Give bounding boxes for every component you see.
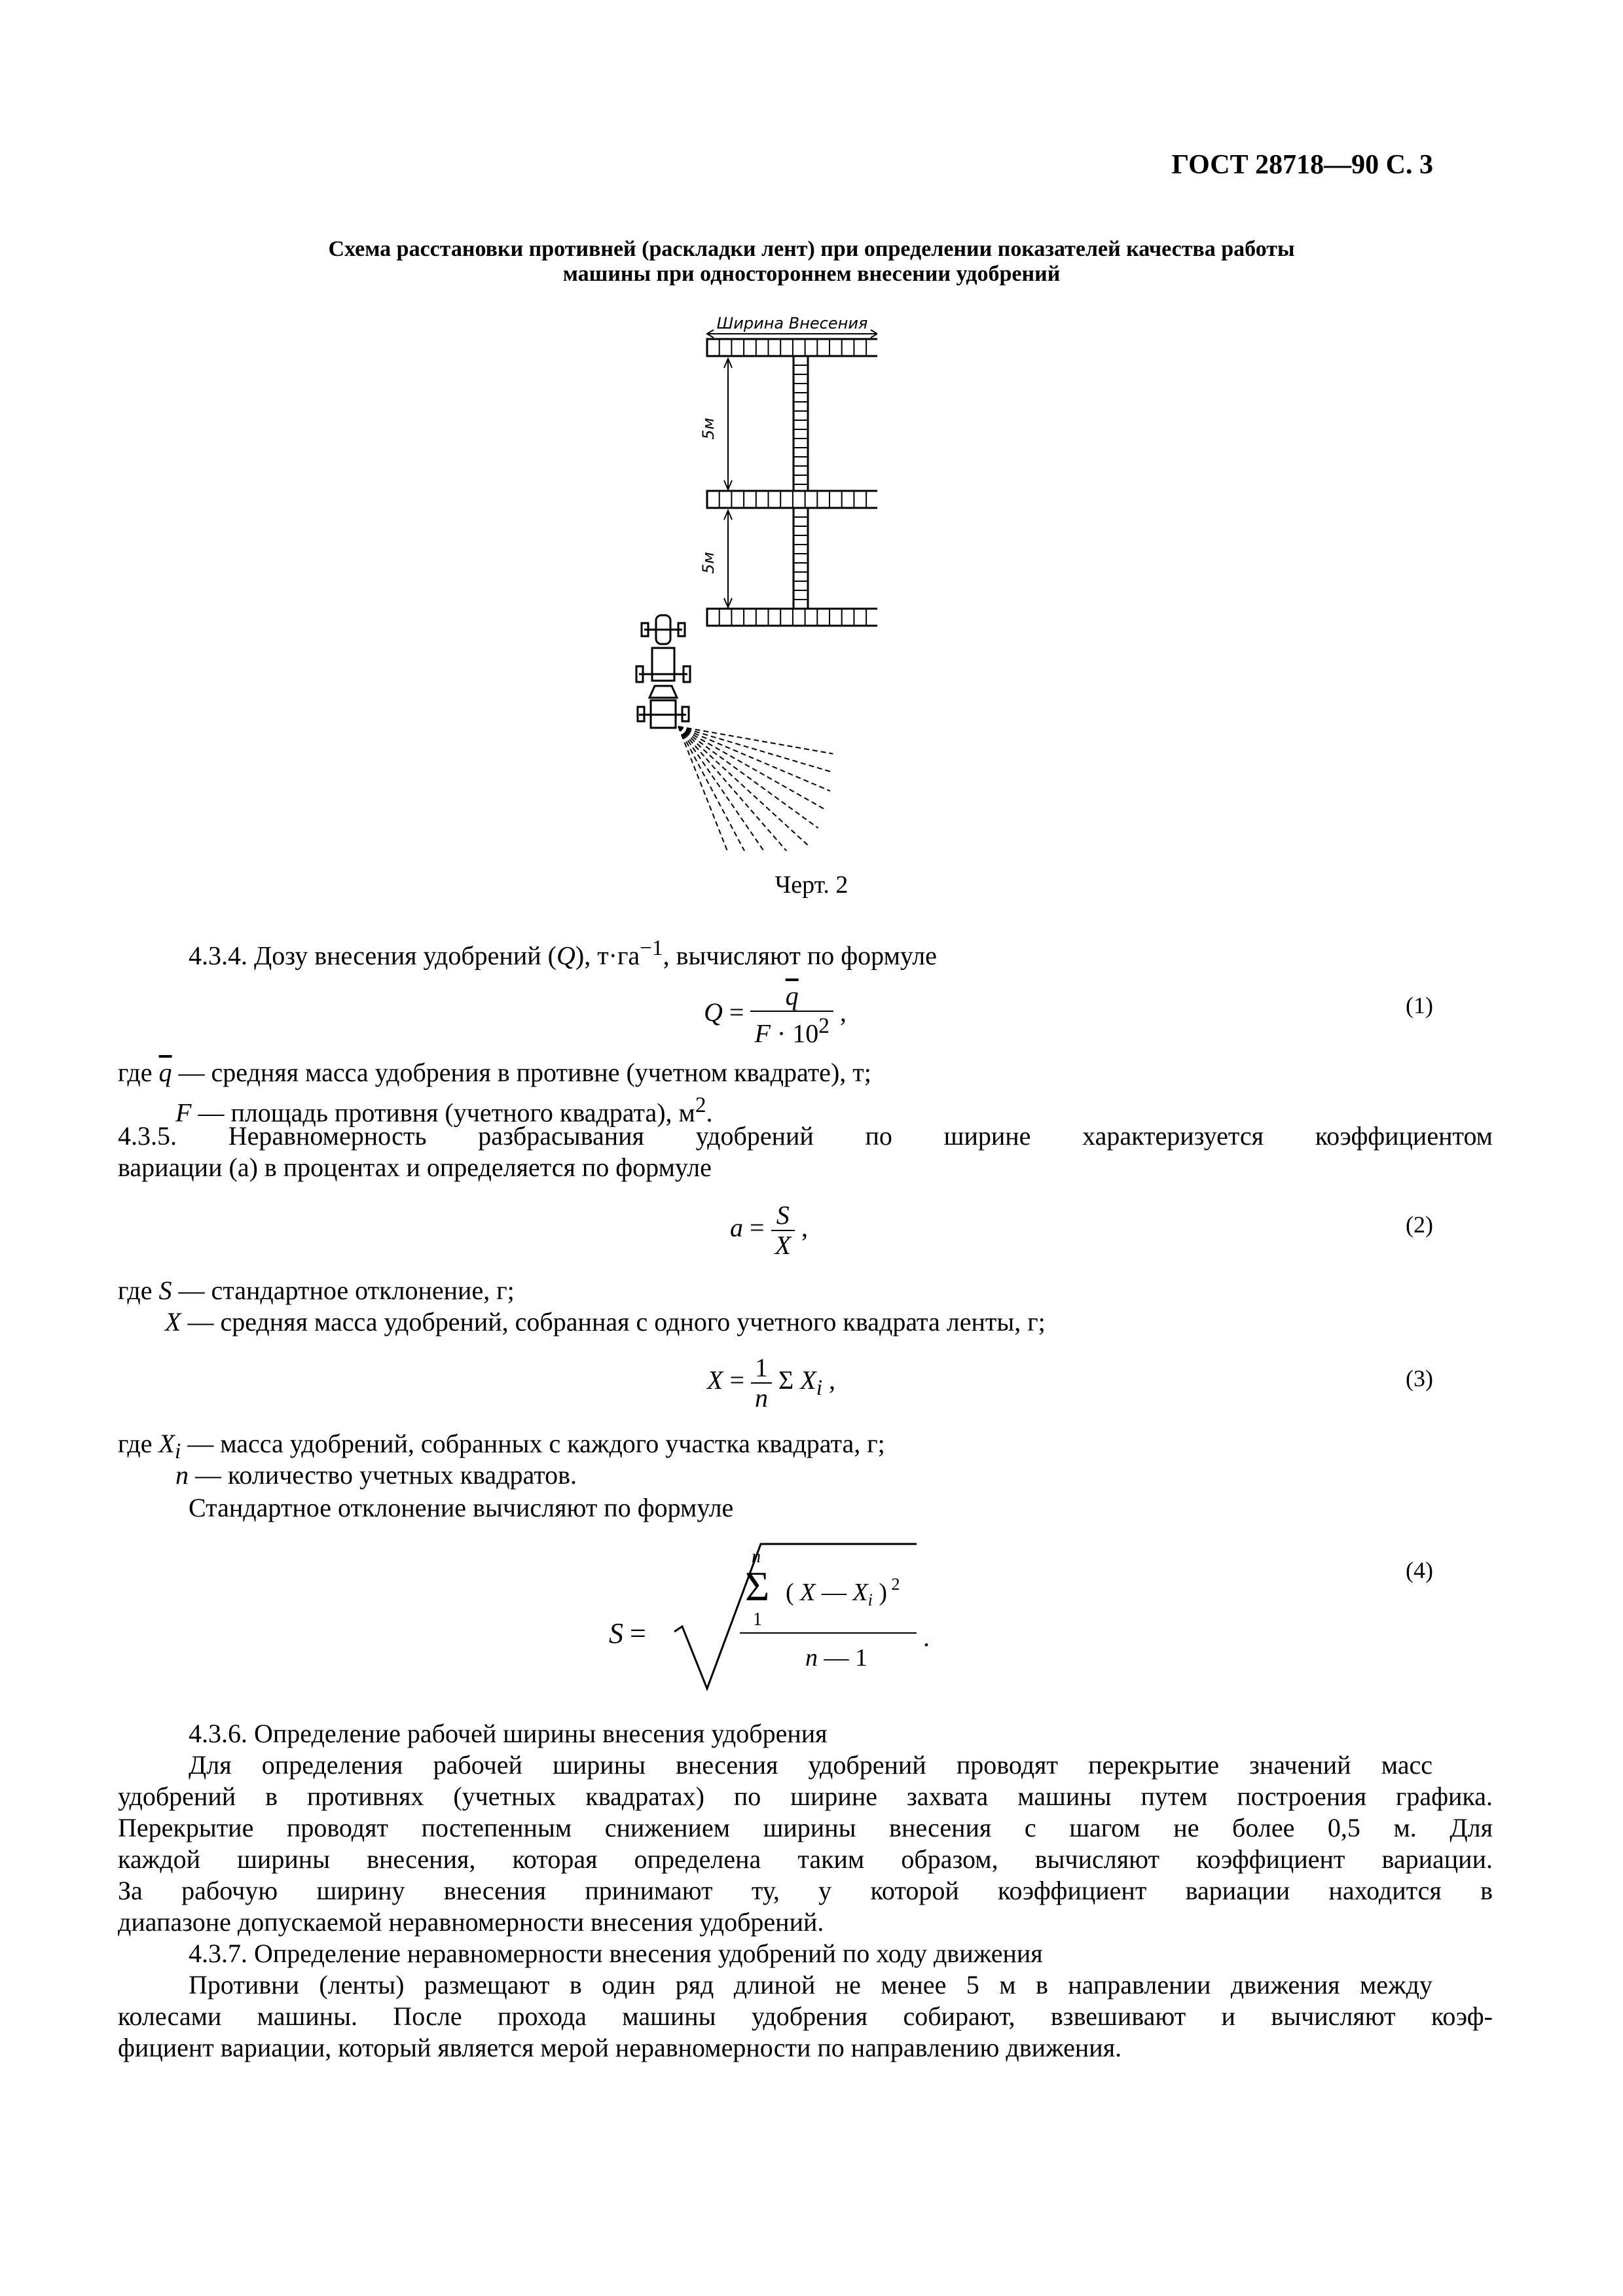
- svg-text:1: 1: [753, 1609, 762, 1630]
- distance-label-2: 5м: [699, 552, 718, 574]
- formula-1-number: (1): [1406, 992, 1433, 1018]
- std-deviation-intro: Стандартное отклонение вычисляют по формуле: [189, 1493, 734, 1522]
- tray-column-vertical: [793, 356, 808, 609]
- distance-label-1: 5м: [699, 418, 718, 440]
- paragraph-4-3-6-line-2: удобрений в противнях (учетных квадратах) по ширине захвата машины путем построения графика.: [118, 1782, 1493, 1811]
- paragraph-4-3-4: 4.3.4. Дозу внесения удобрений (Q), $т\cdot га^{-1}$, вычисляют по формуле: [189, 936, 937, 971]
- figure-title-line-1: Схема расстановки противней (раскладки лент) при определении показателей качества работы: [328, 237, 1295, 261]
- definition-Xi: где $X_i$ — масса удобрений, собранных с каждого участка квадрата, г;: [118, 1429, 885, 1463]
- tray-layout-diagram: [615, 308, 877, 851]
- paragraph-4-3-6-line-1: Для определения рабочей ширины внесения удобрений проводят перекрытие значений масс: [189, 1750, 1432, 1780]
- formula-1: Q = $\frac{\overline{q}}{F \cdot 10^2}$ ,: [704, 981, 847, 1049]
- definition-n: n — количество учетных квадратов.: [175, 1460, 577, 1490]
- definition-X: X — средняя масса удобрений, собранная с одного учетного квадрата ленты, г;: [165, 1307, 1046, 1336]
- svg-text:( X — Xi ) 2: ( X — $X_i$ ) $^2$: [786, 1575, 900, 1609]
- formula-4-number: (4): [1406, 1557, 1433, 1583]
- svg-text:Σ: Σ: [745, 1563, 770, 1609]
- figure-title-line-2: машины при одностороннем внесении удобрений: [562, 262, 1061, 286]
- paragraph-4-3-6-line-5: За рабочую ширину внесения принимают ту, у которой коэффициент вариации находится в: [118, 1876, 1493, 1905]
- section-4-3-6-heading: 4.3.6. Определение рабочей ширины внесения удобрения: [189, 1719, 828, 1748]
- svg-text:.: .: [923, 1623, 930, 1652]
- formula-4: [609, 1535, 949, 1692]
- distance-arrow-1: [724, 359, 732, 490]
- spray-fan: [678, 726, 833, 851]
- svg-text:n — 1: n — 1: [805, 1644, 867, 1672]
- section-4-3-7-heading: 4.3.7. Определение неравномерности внесения удобрений по ходу движения: [189, 1939, 1043, 1968]
- svg-text:n: n: [752, 1547, 761, 1567]
- paragraph-4-3-7-line-3: фициент вариации, который является мерой неравномерности по направлению движения.: [118, 2033, 1122, 2062]
- definition-q: где $\overline{q}$ — средняя масса удобрения в противне (учетном квадрате), т;: [118, 1058, 871, 1087]
- definition-F: F — площадь противня (учетного квадрата), $м^2$.: [175, 1093, 713, 1128]
- formula-3: X = $\frac{1}{n}$ Σ $X_i$ ,: [707, 1353, 835, 1412]
- formula-3-number: (3): [1406, 1365, 1433, 1391]
- paragraph-4-3-6-line-3: Перекрытие проводят постепенным снижением ширины внесения с шагом не более 0,5 м. Для: [118, 1813, 1493, 1842]
- paragraph-4-3-6-line-4: каждой ширины внесения, которая определена таким образом, вычисляют коэффициент вариации.: [118, 1844, 1493, 1874]
- formula-2-number: (2): [1406, 1211, 1433, 1238]
- formula-2: a = $\frac{S}{X}$ ,: [730, 1200, 808, 1260]
- paragraph-4-3-7-line-1: Противни (ленты) размещают в один ряд длиной не менее 5 м в направлении движения между: [189, 1970, 1432, 2000]
- spreader-machine: [636, 615, 690, 728]
- document-header: ГОСТ 28718—90 С. 3: [1171, 150, 1433, 180]
- distance-arrow-2: [724, 511, 732, 607]
- paragraph-4-3-6-line-6: диапазоне допускаемой неравномерности внесения удобрений.: [118, 1907, 824, 1937]
- svg-text:=: =: [630, 1617, 646, 1649]
- width-label: Ширина Внесения: [716, 314, 868, 332]
- svg-text:S: S: [609, 1617, 623, 1649]
- paragraph-4-3-5-line-1: 4.3.5. Неравномерность разбрасывания удобрений по ширине характеризуется коэффициентом: [118, 1121, 1493, 1151]
- definition-S: где S — стандартное отклонение, г;: [118, 1276, 515, 1305]
- paragraph-4-3-5-line-2: вариации (a) в процентах и определяется по формуле: [118, 1153, 712, 1182]
- paragraph-4-3-7-line-2: колесами машины. После прохода машины удобрения собирают, взвешивают и вычисляют коэф-: [118, 2001, 1493, 2031]
- figure-caption: Черт. 2: [775, 871, 848, 899]
